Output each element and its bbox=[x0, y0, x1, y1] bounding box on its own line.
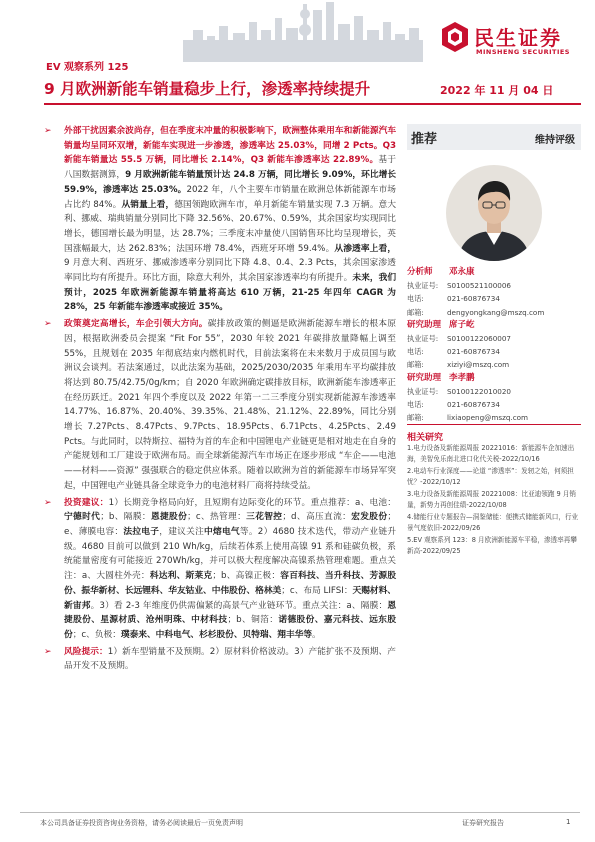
text-run: 外部干扰因素余波尚存，但在季度末冲量的积极影响下，欧洲整体乘用车和新能源汽车销量均呈同环双增，新能车实现进一步渗透，渗透率达 25.03%，同增 2 Pcts。Q3 新能车销量达 55.5 万辆，同比增长 2.14%，Q3 新能车渗透率达 22.89%。 bbox=[64, 126, 396, 166]
logo-text-cn: 民生证券 bbox=[474, 26, 562, 50]
text-run: 科达利、斯莱克 bbox=[149, 571, 213, 582]
rating-box bbox=[407, 124, 581, 150]
analyst-name: 席子屹 bbox=[449, 319, 475, 330]
field-value: S0100122060007 bbox=[447, 333, 512, 343]
bullet-policy bbox=[44, 317, 396, 493]
analyst-3 bbox=[407, 372, 581, 425]
text-run: 9 月意大利、西班牙、挪威渗透率分别同比下降 4.8、0.4、2.3 Pcts，其余国家渗透率同比均有所提升。环比方面，除意大利外，其余国家渗透率均有所提升。 bbox=[64, 258, 396, 284]
text-run: 政策奠定高增长，车企引领大方向。 bbox=[64, 319, 208, 330]
footer-label: 证券研究报告 bbox=[462, 819, 504, 827]
related-item[interactable]: 1.电力设备及新能源周报 20221016：新能源车企加速出海，美智免乐南北进口化代关税-2022/10/16 bbox=[407, 444, 575, 464]
related-item[interactable]: 4.储能行业专题报告—洞鉴储能：便携式储能新风口，行业景气度依旧-2022/09/26 bbox=[407, 512, 579, 532]
field-label: 执业证号: bbox=[407, 281, 439, 291]
bullet-sales-overview bbox=[44, 124, 396, 315]
related-research-list bbox=[407, 443, 583, 558]
bullet-arrow-icon: ➢ bbox=[44, 646, 52, 657]
email-value[interactable]: xiziyi@mszq.com bbox=[447, 360, 510, 370]
text-run: ；b、铜箔： bbox=[227, 615, 279, 626]
text-run: 德国领跑欧洲车市，单月新能车销量实现 7.3 万辆。意大利、挪威、瑞典销量分别同比下降 32.56%、20.67%、0.59%，其余国家均实现同比增长，德国增长最为明显，达 28.7%；三季度末冲量使八国销售环比均呈现增长，英国涨幅最大，达 262.83%；法国环增 78.4%，西班牙环增 59.4%。 bbox=[64, 199, 397, 254]
text-run: ；b、高镍正极： bbox=[212, 571, 281, 582]
related-item[interactable]: 2.电动车行业深度——论道 “渗透率”：发轫之始，何须担忧？-2022/10/12 bbox=[407, 466, 574, 487]
analyst-list bbox=[407, 266, 581, 424]
analyst-2 bbox=[407, 319, 581, 372]
rating-label: 维持评级 bbox=[535, 135, 575, 146]
text-run: ；d、高压直流： bbox=[282, 512, 352, 523]
bullet-arrow-icon: ➢ bbox=[44, 497, 52, 508]
bullet-arrow-icon: ➢ bbox=[44, 126, 52, 136]
field-value: 021-60876734 bbox=[447, 399, 500, 409]
field-value: S0100521100006 bbox=[447, 281, 512, 291]
bullet-arrow-icon: ➢ bbox=[44, 319, 52, 330]
bullet-risk bbox=[44, 645, 396, 674]
text-run: ；c、热管理： bbox=[187, 512, 247, 523]
related-item[interactable]: 5.EV 观察系列 123：8 月欧洲新能源车平稳，渗透率再攀新高-2022/09/25 bbox=[407, 535, 577, 555]
analyst-name: 邓永康 bbox=[449, 267, 475, 277]
text-run: ；c、负极： bbox=[72, 629, 121, 640]
text-run: 风险提示： bbox=[64, 646, 108, 657]
text-run: 基于八国数据测算， bbox=[64, 155, 397, 181]
text-run: 投资建议： bbox=[64, 497, 109, 508]
main-content bbox=[44, 124, 396, 674]
text-run: 璞泰来、中科电气、杉杉股份、贝特瑞、翔丰华等 bbox=[120, 629, 313, 640]
related-research-title: 相关研究 bbox=[407, 433, 444, 443]
field-label: 邮箱: bbox=[407, 307, 424, 317]
text-run: 未来，我们预计，2025 年欧洲新能源车销量将高达 610 万辆，21-25 年四年 CAGR 为 28%，25 年新能车渗透率或接近 35%。 bbox=[64, 273, 397, 313]
text-run: 诺德股份、嘉元科技、远东股份 bbox=[64, 615, 397, 640]
city-skyline-image bbox=[183, 0, 423, 62]
analyst-role: 分析师 bbox=[407, 267, 433, 277]
text-run: 法拉电子 bbox=[123, 526, 160, 537]
bullet-investment-advice bbox=[44, 496, 396, 643]
field-label: 电话: bbox=[407, 294, 424, 304]
field-label: 邮箱: bbox=[407, 360, 424, 370]
text-run: 容百科技、当升科技、芳源股份、振华新材、长远锂科、华友钴业、中伟股份、格林美 bbox=[64, 571, 397, 596]
company-logo bbox=[440, 20, 580, 60]
text-run: ；e、薄膜电容： bbox=[64, 512, 397, 537]
text-run: 碳排放政策的侧逼是欧洲新能源车增长的根本原因，根据欧洲委员会提案 “Fit For 55”，2030 年较 2021 年碳排放量降幅上调至 55%，且规划在 2035 年彻底结束内燃机时代，目前法案将在未来数月于成员国与欧洲议会谈判。若法案通过，以此法案为基础，2025/2030/2035 年乘用车平均碳排放将达到 80.75/42.75/0g/km；自 2020 年欧洲确定碳排放目标，欧洲新能车渗透率正在经历跃迁。2021 年四个季度以及 2022 年第一二三季度分别实现新能源车渗透率 14.77%、16.87%、20.40%、39.35%、21.48%、21.12%、22.89%，同比分别增长 7.27Pcts、8.47Pcts、9.7Pcts、18.95Pcts、6.71Pcts、4.25Pcts、2.49 Pcts。与此同时，以特斯拉、福特为首的车企和中国锂电产业链更是相对地走在自身的产能规划和工厂建设于欧洲布局。而全球新能源汽车市场正在逐步形成 “车企——电池——材料——资源” 强强联合的稳定供应体系。随着以欧洲为首的新能源车市场异军突起，中国锂电产业链具备全球竞争力的电池材料厂商将持续受益。 bbox=[64, 319, 397, 491]
text-run: 从渗透率上看， bbox=[334, 243, 396, 254]
text-run: 三花智控 bbox=[246, 512, 283, 523]
email-value[interactable]: lixiaopeng@mszq.com bbox=[447, 413, 529, 423]
text-run: 1）长期竞争格局向好，且短期有边际变化的环节。重点推荐：a、电池： bbox=[108, 497, 396, 508]
report-date: 2022 年 11 月 04 日 bbox=[440, 84, 554, 97]
analyst-photo bbox=[446, 165, 542, 261]
analyst-role: 研究助理 bbox=[407, 319, 442, 330]
recommend-label: 推荐 bbox=[411, 132, 438, 147]
text-run: ；b、隔膜： bbox=[100, 512, 151, 523]
report-title: 9 月欧洲新能车销量稳步上行，渗透率持续提升 bbox=[44, 80, 371, 98]
text-run: 。3）看 2-3 年维度仍供需偏紧的高景气产业链环节。重点关注：a、隔膜： bbox=[90, 600, 388, 611]
text-run: 天赐材料、新宙邦 bbox=[64, 585, 396, 611]
footer-disclaimer: 本公司具备证券投资咨询业务资格，请务必阅读最后一页免责声明 bbox=[40, 819, 243, 827]
logo-text-en: MINSHENG SECURITIES bbox=[476, 48, 570, 56]
text-run: 恩捷股份 bbox=[150, 512, 188, 523]
text-run: 等。2）4680 技术迭代，带动产业链升级。4680 目前可以做到 210 Wh/kg，后续若体系上使用高镍 91 系和硅碳负极，系统能量密度有可能接近 270Wh/kg，并可以极大程度解决高镍系热管理难题。重点关注：a、大圆柱外壳： bbox=[64, 526, 397, 582]
analyst-name: 李孝鹏 bbox=[449, 372, 475, 383]
text-run: 。 bbox=[312, 629, 321, 640]
field-value: S0100122010020 bbox=[447, 386, 512, 396]
text-run: 9 月欧洲新能车销量预计达 24.8 万辆，同比增长 9.09%，环比增长 59.9%，渗透率达 25.03%。 bbox=[64, 170, 397, 195]
page-number: 1 bbox=[566, 818, 571, 826]
text-run: 宁德时代 bbox=[64, 512, 101, 523]
text-run: 从销量上看， bbox=[121, 199, 175, 210]
email-value[interactable]: dengyongkang@mszq.com bbox=[447, 307, 545, 317]
field-label: 执业证号: bbox=[407, 386, 439, 396]
text-run: 1）新车型销量不及预期。2）原材料价格波动。3）产能扩张不及预期、产品开发不及预期。 bbox=[64, 646, 396, 672]
field-label: 电话: bbox=[407, 347, 424, 357]
text-run: 中熔电气 bbox=[204, 526, 240, 537]
analyst-role: 研究助理 bbox=[407, 372, 442, 383]
text-run: ；c、布局 LIFSI： bbox=[281, 585, 353, 596]
footer-divider bbox=[20, 812, 580, 813]
logo-mark-icon bbox=[440, 20, 470, 54]
text-run: ，建议关注 bbox=[159, 526, 205, 537]
field-label: 电话: bbox=[407, 399, 424, 409]
related-item[interactable]: 3.电力设备及新能源周报 20221008：比亚迪领跑 9 月销量，新势力再创佳绩-2022/10/08 bbox=[407, 489, 577, 510]
field-label: 邮箱: bbox=[407, 413, 424, 423]
text-run: 宏发股份 bbox=[351, 512, 388, 523]
field-label: 执业证号: bbox=[407, 333, 439, 343]
analyst-1 bbox=[407, 266, 581, 319]
header-divider bbox=[44, 103, 581, 105]
related-divider bbox=[407, 424, 581, 425]
report-series: EV 观察系列 125 bbox=[46, 62, 129, 73]
field-value: 021-60876734 bbox=[447, 347, 500, 357]
text-run: 2022 年，八个主要车市销量在欧洲总体新能源车市场占比约 84%。 bbox=[64, 184, 396, 210]
field-value: 021-60876734 bbox=[447, 294, 500, 304]
text-run: 恩捷股份、星源材质、沧州明珠、中材科技 bbox=[64, 600, 396, 626]
